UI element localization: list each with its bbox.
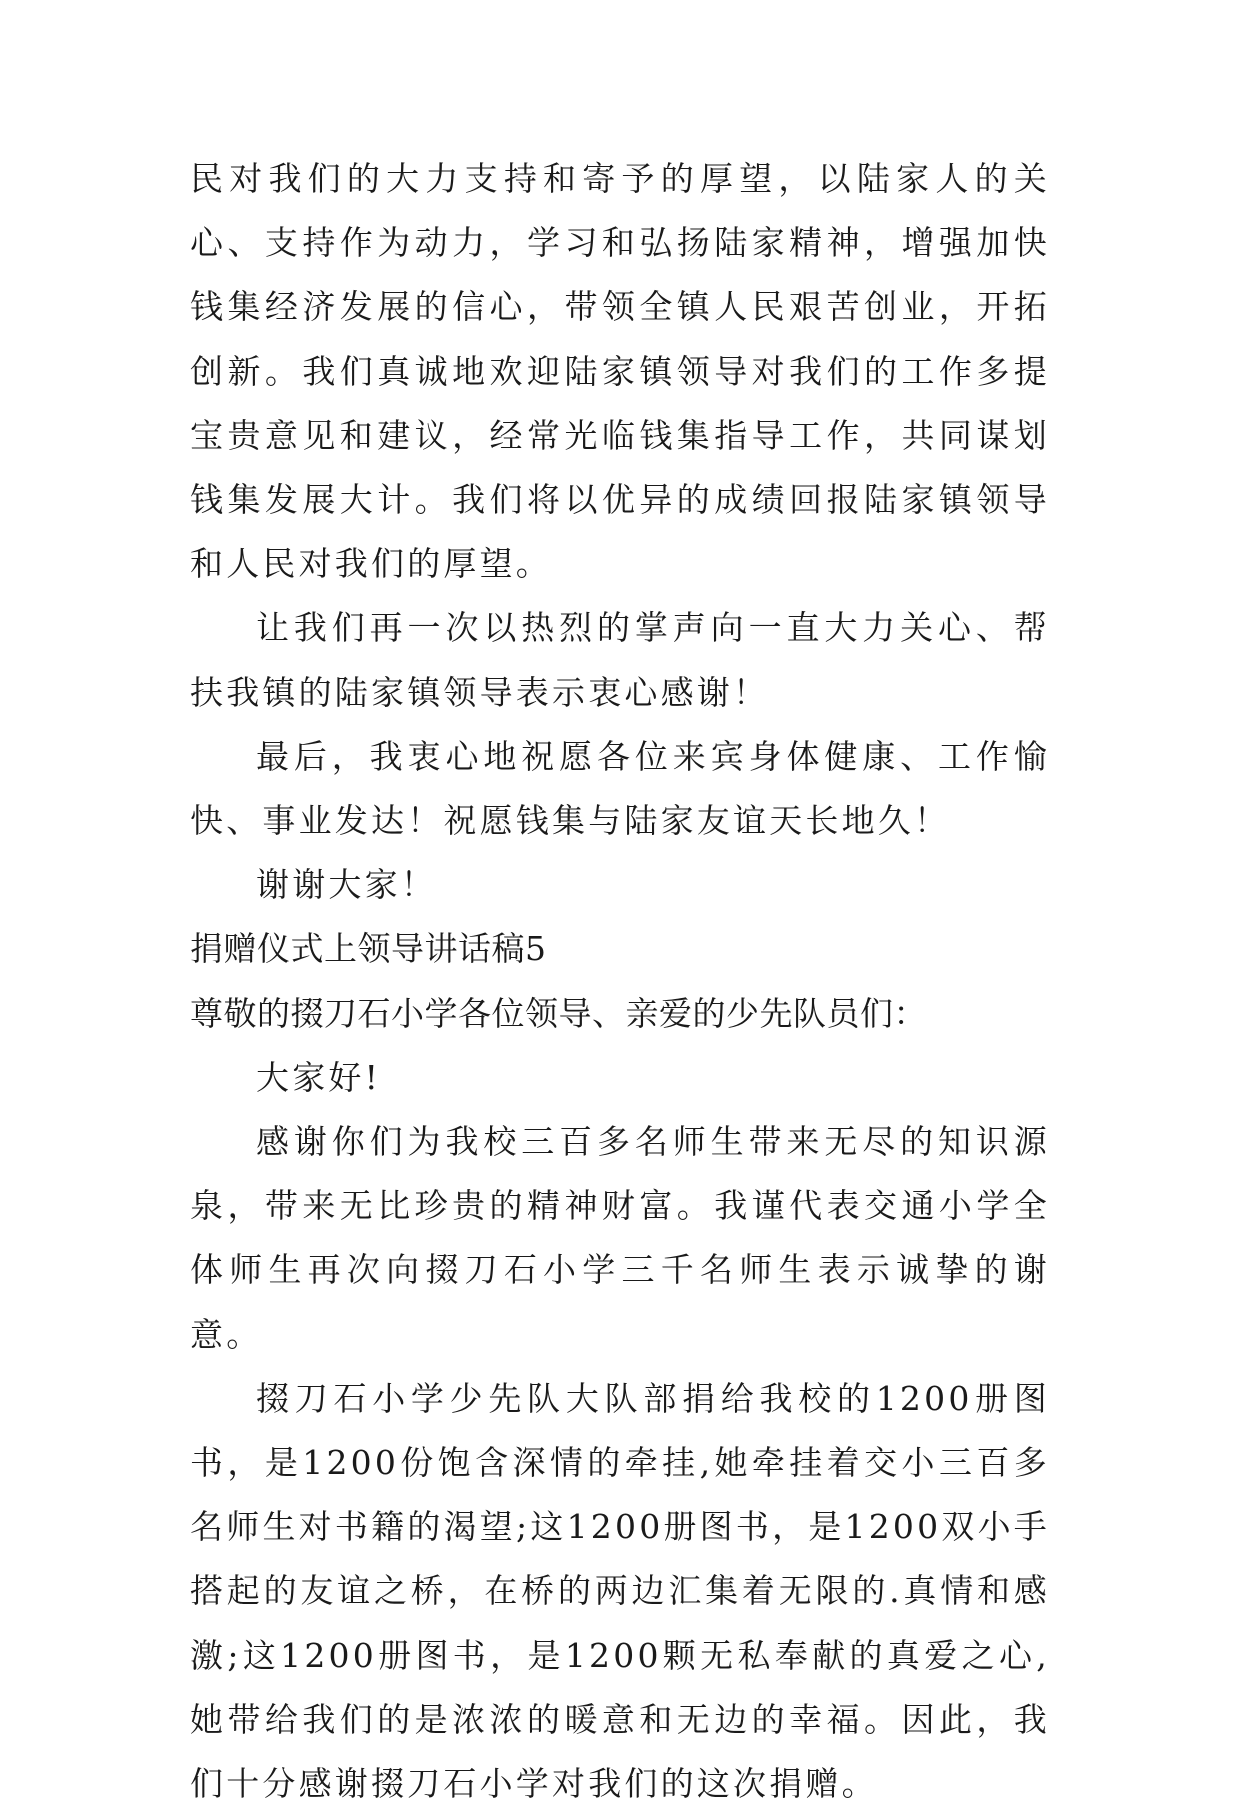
greeting: 大家好! xyxy=(256,1057,382,1097)
paragraph-continuation: 民对我们的大力支持和寄予的厚望，以陆家人的关心、支持作为动力，学习和弘扬陆家精神，增强加快钱集经济发展的信心，带领全镇人民艰苦创业，开拓创新。我们真诚地欢迎陆家镇领导对我们的工作多提宝贵意见和建议，经常光临钱集指导工作，共同谋划钱集发展大计。我们将以优异的成绩回报陆家镇领导和人民对我们的厚望。 xyxy=(190,159,1050,584)
paragraph-wishes: 最后，我衷心地祝愿各位来宾身体健康、工作愉快、事业发达！祝愿钱集与陆家友谊天长地久！ xyxy=(190,736,1050,841)
salutation: 尊敬的掇刀石小学各位领导、亲爱的少先队员们： xyxy=(190,993,927,1033)
paragraph-applause: 让我们再一次以热烈的掌声向一直大力关心、帮扶我镇的陆家镇领导表示衷心感谢！ xyxy=(190,608,1050,712)
paragraph-gratitude: 感谢你们为我校三百多名师生带来无尽的知识源泉，带来无比珍贵的精神财富。我谨代表交通小学全体师生再次向掇刀石小学三千名师生表示诚挚的谢意。 xyxy=(190,1122,1050,1354)
paragraph-donation: 掇刀石小学少先队大队部捐给我校的1200册图书，是1200份饱含深情的牵挂,她牵挂着交小三百多名师生对书籍的渴望;这1200册图书，是1200双小手搭起的友谊之桥，在桥的两边汇集着无限的.真情和感激;这1200册图书，是1200颗无私奉献的真爱之心,她带给我们的是浓浓的暖意和无边的幸福。因此，我们十分感谢掇刀石小学对我们的这次捐赠。 xyxy=(190,1378,1050,1804)
paragraph-thanks: 谢谢大家！ xyxy=(256,865,437,905)
section-heading: 捐赠仪式上领导讲话稿5 xyxy=(190,929,547,969)
document-body xyxy=(190,147,1050,1816)
